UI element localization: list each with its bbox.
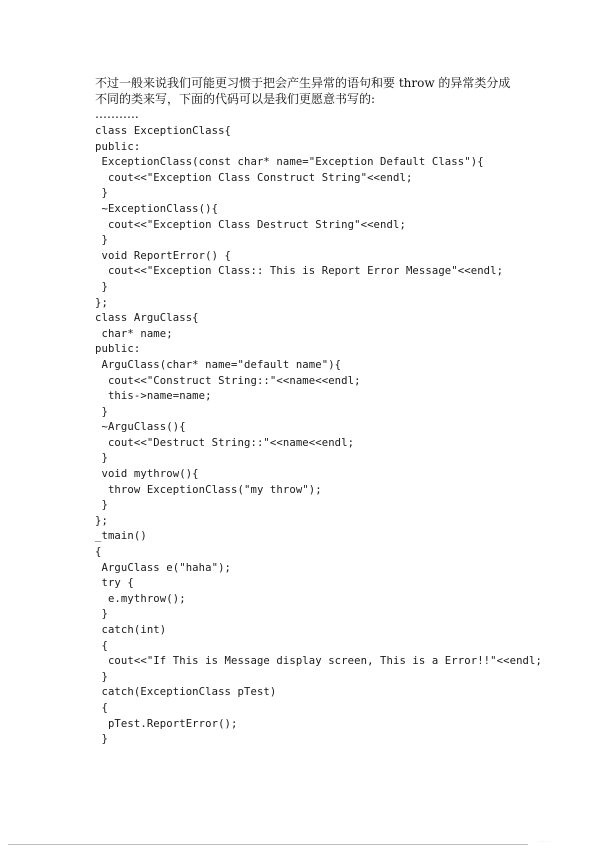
code-line: }	[95, 405, 108, 418]
code-line: catch(ExceptionClass pTest)	[95, 686, 277, 699]
code-line: cout<<"Destruct String::"<<name<<endl;	[95, 436, 355, 449]
code-line: ArguClass(char* name="default name"){	[95, 358, 342, 371]
code-line: cout<<"Exception Class Destruct String"<<endl;	[95, 218, 406, 231]
code-listing	[95, 124, 595, 748]
code-line: cout<<"If This is Message display screen, This is a Error!!"<<endl;	[95, 655, 542, 668]
code-line: catch(int)	[95, 624, 167, 636]
code-line: public:	[95, 343, 141, 356]
intro-line-2: 不同的类来写，下面的代码可以是我们更愿意书写的:	[95, 91, 376, 106]
code-line: }	[95, 187, 108, 200]
code-line: }	[95, 234, 108, 247]
code-line: ArguClass e("haha");	[95, 561, 232, 574]
code-line: void mythrow(){	[95, 468, 199, 481]
code-line: try {	[95, 577, 134, 590]
code-line: _tmain()	[95, 530, 147, 543]
code-line: }	[95, 452, 108, 465]
code-line: ExceptionClass(const char* name="Exception Default Class"){	[95, 156, 484, 169]
intro-ellipsis: ………..	[95, 107, 139, 122]
code-line: }	[95, 499, 108, 512]
code-line: };	[95, 514, 108, 527]
code-line: }	[95, 733, 108, 746]
code-line: };	[95, 296, 108, 309]
code-line: cout<<"Exception Class:: This is Report Error Message"<<endl;	[95, 265, 504, 278]
code-line: throw ExceptionClass("my throw");	[95, 483, 322, 496]
code-line: e.mythrow();	[95, 592, 186, 605]
page-bottom-rule	[8, 844, 528, 845]
intro-line-1: 不过一般来说我们可能更习惯于把会产生异常的语句和要 throw 的异常类分成	[95, 76, 511, 90]
code-line: ~ExceptionClass(){	[95, 202, 219, 215]
code-line: this->name=name;	[95, 390, 212, 403]
code-line: }	[95, 280, 108, 293]
code-line: public:	[95, 140, 141, 153]
code-line: cout<<"Construct String::"<<name<<endl;	[95, 374, 361, 387]
watermark-dots: ·····	[538, 839, 551, 845]
code-line: {	[95, 546, 102, 559]
code-line: {	[95, 639, 108, 652]
code-line: ~ArguClass(){	[95, 421, 186, 434]
code-line: cout<<"Exception Class Construct String"<<endl;	[95, 171, 413, 184]
code-line: {	[95, 701, 108, 714]
intro-paragraph	[95, 76, 535, 123]
code-line: }	[95, 670, 108, 683]
code-line: class ExceptionClass{	[95, 125, 232, 137]
code-line: pTest.ReportError();	[95, 717, 238, 730]
code-line: char* name;	[95, 327, 173, 340]
code-line: }	[95, 608, 108, 621]
code-line: class ArguClass{	[95, 312, 199, 325]
code-line: void ReportError() {	[95, 249, 232, 262]
